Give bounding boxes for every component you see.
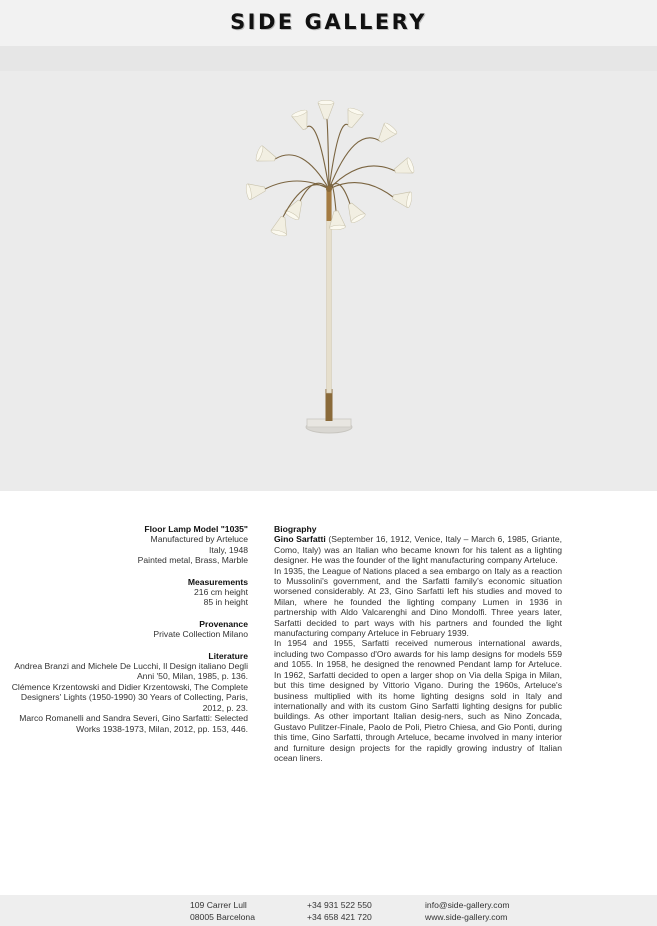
gallery-brand: SIDE GALLERY (230, 10, 427, 34)
footer-address (190, 900, 255, 923)
details-column (3, 524, 248, 734)
lamp-shade (318, 100, 334, 119)
lamp-shade (245, 181, 266, 200)
lamp-shade (291, 109, 312, 132)
email-link[interactable]: info@side-gallery.com (425, 900, 510, 910)
product-title: Floor Lamp Model "1035" (144, 524, 248, 534)
lamp-hub (326, 186, 332, 192)
address-line: 08005 Barcelona (190, 911, 255, 922)
website-link[interactable]: www.side-gallery.com (425, 911, 508, 922)
lamp-shade (392, 189, 413, 208)
measurement-cm: 216 cm height (194, 587, 248, 598)
literature-item: Marco Romanelli and Sandra Severi, Gino Sarfatti: Selected Works 1938-1973, Milan, 2012, pp. 153, 446. (19, 713, 248, 734)
lamp-shade (342, 107, 363, 130)
biography-name: Gino Sarfatti (274, 534, 326, 545)
literature-item: Clémence Krzentowski and Didier Krzentowski, The Complete Designers' Lights (1950-1990) 30 Years of Collecting, Paris, 2012, p. 23. (11, 681, 248, 713)
lamp-shade (374, 122, 398, 147)
materials: Painted metal, Brass, Marble (137, 555, 248, 566)
biography-paragraph: In 1954 and 1955, Sarfatti received numerous international awards, including two Compasso d'Oro awards for his lamp designs for models 559 and 1055. In 1958, he designed the renowned Pendant lamp for Arteluce. In 1962, Sarfatti decided to open a larger shop on Via della Spiga in Milan, but this time designed by Vittorio Vigano. During the 1960s, Arteluce's business multiplied with its home lighting designs sold in Italy and internationally and with its custom Gino Sarfatti lighting designs for public buildings. As other important Italian desig-ners, such as Nino Zoncada, Gustavo Pulitzer-Finale, Paolo de Poli, Pietro Chiesa, and Gio Ponti, during this time, Gino Sarfatti, through Arteluce, became involved in many interior and furniture design projects for the rapidly growing industry of Italian ocean liners. (274, 638, 562, 763)
floor-lamp-illustration (0, 71, 657, 491)
measurements-heading: Measurements (187, 576, 248, 587)
biography-heading: Biography (274, 524, 317, 534)
lamp-shade (392, 157, 415, 178)
footer-bar (0, 895, 657, 926)
lamp-shade-rim (318, 100, 334, 104)
address-line: 109 Carrer Lull (190, 900, 247, 910)
lamp-shade (255, 145, 278, 166)
lamp-arm (305, 126, 329, 189)
origin: Italy, 1948 (208, 544, 248, 555)
literature-item: Andrea Branzi and Michele De Lucchi, Il Design italiano Degli Anni '50, Milan, 1985, p. 136. (14, 661, 248, 682)
lamp-shade (270, 215, 290, 237)
measurement-in: 85 in height (203, 597, 248, 608)
header-bar (0, 0, 657, 46)
phone-number: +34 931 522 550 (307, 900, 372, 910)
footer-phones (307, 900, 372, 923)
biography-paragraph: In 1935, the League of Nations placed a sea embargo on Italy as a reaction to Mussolini's government, and the Sarfatti family's economic situation worsened considerably. At 23, Gino Sarfatti left his studies and moved to Milan, where he founded the lighting company Lumen in 1936 in partnership with Aldo Valcarenghi and Dino Mondolfi. Three years later, Sarfatti decided to part ways with his partners and founded the light manufacturing company Arteluce in February 1939. (274, 565, 562, 639)
manufacturer: Manufactured by Arteluce (150, 534, 248, 545)
literature-heading: Literature (208, 650, 248, 661)
lamp-brass-foot (326, 389, 333, 421)
biography-intro (274, 534, 562, 565)
product-photo (0, 71, 657, 491)
lamp-arm (300, 183, 329, 201)
artist-bar (0, 46, 657, 71)
footer-web (425, 900, 510, 923)
provenance-heading: Provenance (199, 618, 248, 629)
provenance: Private Collection Milano (153, 629, 248, 640)
lamp-pole-brass (327, 189, 332, 221)
biography-column (274, 524, 562, 763)
biography-intro-text: (September 16, 1912, Venice, Italy – March 6, 1985, Griante, Como, Italy) was an Italian who became known for his talent as a lighting designer. He was the founder of the light manufacturing company Arteluce. (274, 534, 562, 566)
lamp-shade (343, 200, 366, 224)
phone-number: +34 658 421 720 (307, 911, 372, 922)
